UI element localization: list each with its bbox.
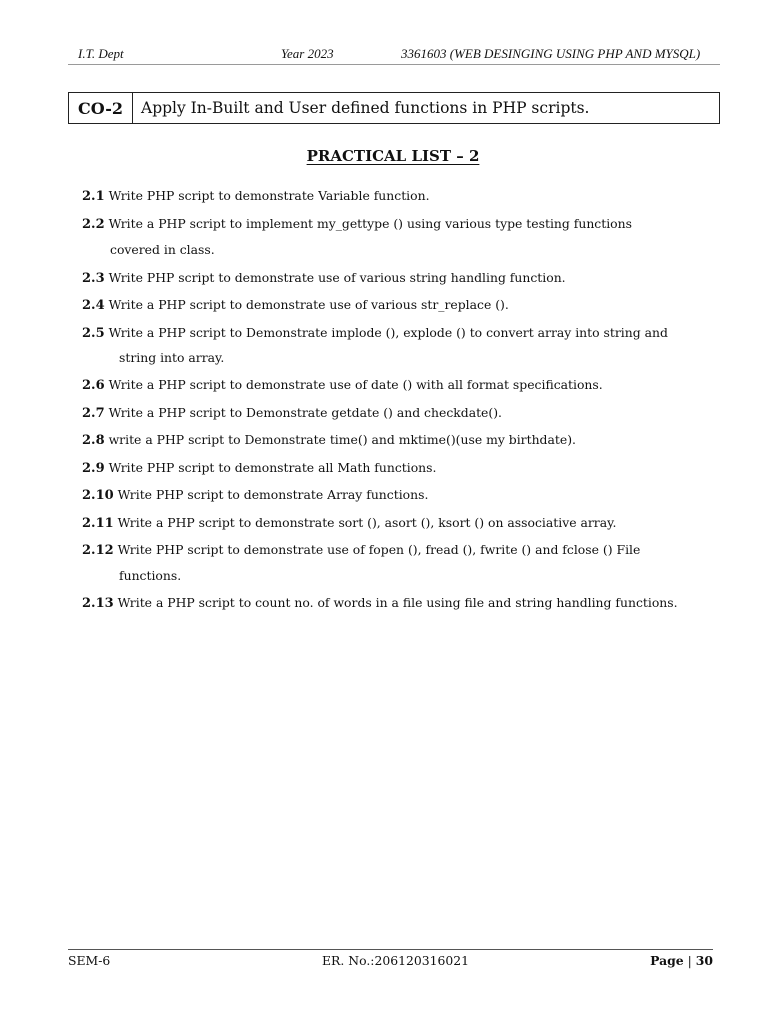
list-item <box>82 405 502 421</box>
item-text: Write PHP script to demonstrate use of various string handling function. <box>108 270 566 285</box>
list-item <box>82 216 632 232</box>
page-header <box>68 46 720 65</box>
list-item <box>82 515 616 531</box>
footer-er-number: ER. No.:206120316021 <box>322 953 470 968</box>
item-number: 2.2 <box>82 217 105 232</box>
list-item <box>82 595 678 611</box>
practical-list-title <box>0 147 768 165</box>
footer-page-label: Page <box>650 953 684 968</box>
item-continuation: functions. <box>119 568 182 583</box>
item-number: 2.3 <box>82 271 105 286</box>
co-code: CO-2 <box>69 93 133 123</box>
item-number: 2.10 <box>82 488 114 503</box>
list-item <box>82 432 576 448</box>
item-text: Write PHP script to demonstrate all Math functions. <box>108 460 437 475</box>
list-item <box>82 270 566 286</box>
item-text: Write a PHP script to Demonstrate getdate () and checkdate(). <box>108 405 502 420</box>
header-dept: I.T. Dept <box>78 46 124 61</box>
item-text: Write a PHP script to demonstrate use of various str_replace (). <box>108 297 509 312</box>
list-item <box>82 460 436 476</box>
footer-sem: SEM-6 <box>68 953 111 968</box>
footer-page-number: 30 <box>695 953 713 968</box>
item-number: 2.8 <box>82 433 105 448</box>
item-text: Write a PHP script to demonstrate sort (), asort (), ksort () on associative array. <box>117 515 617 530</box>
item-number: 2.13 <box>82 596 114 611</box>
item-text: write a PHP script to Demonstrate time() and mktime()(use my birthdate). <box>108 432 576 447</box>
co-description: Apply In-Built and User defined functions in PHP scripts. <box>141 99 590 117</box>
item-text: Write a PHP script to count no. of words in a file using file and string handling functions. <box>117 595 678 610</box>
item-number: 2.7 <box>82 406 105 421</box>
item-number: 2.4 <box>82 298 105 313</box>
list-item <box>82 325 668 341</box>
item-continuation: covered in class. <box>110 242 215 257</box>
item-text: Write a PHP script to demonstrate use of date () with all format specifications. <box>108 377 603 392</box>
course-outcome-table <box>68 92 720 124</box>
item-number: 2.1 <box>82 189 105 204</box>
footer-page: Page | 30 <box>650 953 713 968</box>
item-text: Write a PHP script to Demonstrate implode (), explode () to convert array into string and <box>108 325 668 340</box>
list-item <box>82 377 603 393</box>
item-number: 2.6 <box>82 378 105 393</box>
item-text: Write PHP script to demonstrate Array functions. <box>117 487 429 502</box>
list-item <box>82 297 509 313</box>
list-item <box>82 188 430 204</box>
page-footer <box>68 949 713 970</box>
item-text: Write a PHP script to implement my_gettype () using various type testing functions <box>108 216 632 231</box>
item-text: Write PHP script to demonstrate use of fopen (), fread (), fwrite () and fclose () File <box>117 542 641 557</box>
item-text: Write PHP script to demonstrate Variable function. <box>108 188 430 203</box>
list-item <box>82 542 640 558</box>
item-number: 2.9 <box>82 461 105 476</box>
header-year: Year 2023 <box>281 46 334 61</box>
practical-list-title-text: PRACTICAL LIST – 2 <box>306 147 480 165</box>
header-course: 3361603 (WEB DESINGING USING PHP AND MYSQL) <box>401 46 701 61</box>
item-number: 2.12 <box>82 543 114 558</box>
item-number: 2.11 <box>82 516 114 531</box>
item-continuation: string into array. <box>119 350 225 365</box>
item-number: 2.5 <box>82 326 105 341</box>
list-item <box>82 487 428 503</box>
